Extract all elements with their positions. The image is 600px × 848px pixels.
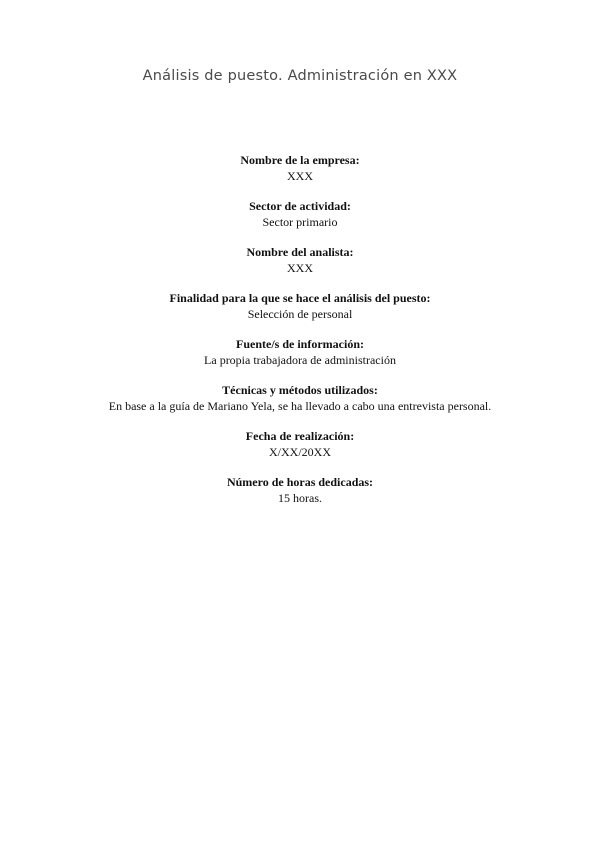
field-value: 15 horas. <box>278 491 322 505</box>
field-value: XXX <box>287 169 313 183</box>
field-date <box>0 428 600 460</box>
field-label: Fecha de realización: <box>245 429 355 443</box>
field-value: X/XX/20XX <box>269 445 331 459</box>
field-hours <box>0 474 600 506</box>
field-activity-sector <box>0 198 600 230</box>
document-title: Análisis de puesto. Administración en XXX <box>142 68 458 84</box>
field-label: Fuente/s de información: <box>236 337 364 351</box>
field-methods <box>0 382 600 414</box>
field-purpose <box>0 290 600 322</box>
document-fields <box>0 152 600 520</box>
field-label: Finalidad para la que se hace el análisis del puesto: <box>169 291 431 305</box>
field-value: Selección de personal <box>247 307 353 321</box>
field-label: Nombre del analista: <box>246 245 354 259</box>
field-value: Sector primario <box>262 215 338 229</box>
field-value: XXX <box>287 261 313 275</box>
field-analyst-name <box>0 244 600 276</box>
field-information-sources <box>0 336 600 368</box>
field-label: Sector de actividad: <box>249 199 351 213</box>
field-value: En base a la guía de Mariano Yela, se ha llevado a cabo una entrevista personal. <box>108 399 492 413</box>
field-company-name <box>0 152 600 184</box>
field-label: Técnicas y métodos utilizados: <box>222 383 378 397</box>
field-label: Nombre de la empresa: <box>240 153 360 167</box>
field-value: La propia trabajadora de administración <box>204 353 396 367</box>
field-label: Número de horas dedicadas: <box>226 475 374 489</box>
